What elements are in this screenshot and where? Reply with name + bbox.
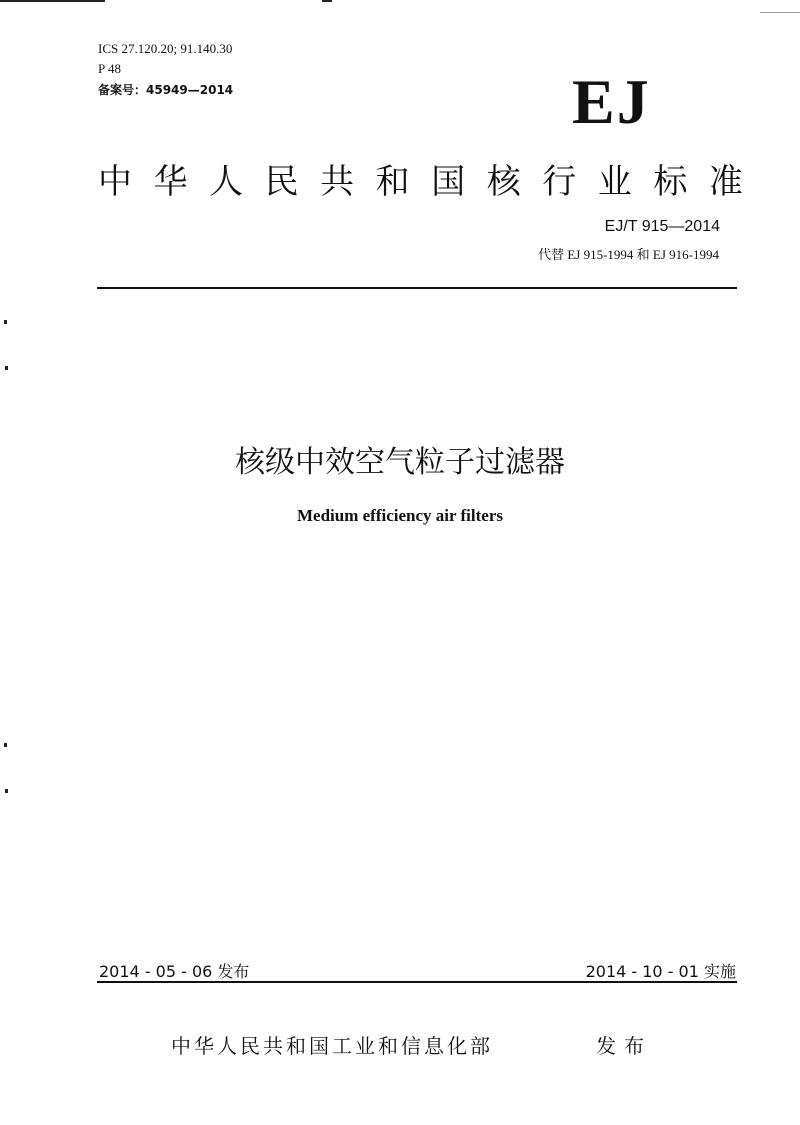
document-title-en: Medium efficiency air filters: [297, 506, 503, 525]
standard-type-char: 和: [375, 161, 410, 202]
standard-type-char: 国: [431, 161, 466, 202]
standard-type-char: 准: [708, 161, 743, 202]
scan-dot: [5, 366, 8, 370]
standard-type-char: 华: [153, 161, 188, 202]
standard-type-title: [98, 156, 743, 200]
scan-edge-mark: [0, 0, 105, 2]
standard-type-char: 民: [264, 161, 299, 202]
standard-type-char: 业: [597, 161, 632, 202]
standard-code: EJ/T 915—2014: [604, 218, 720, 235]
document-title-zh: 核级中效空气粒子过滤器: [235, 445, 565, 480]
replaces-note: 代替 EJ 915-1994 和 EJ 916-1994: [538, 247, 719, 262]
ics-code: ICS 27.120.20; 91.140.30: [98, 41, 233, 56]
standard-type-char: 行: [542, 161, 577, 202]
effective-date: 2014 - 10 - 01 实施: [585, 962, 736, 981]
issuing-authority: 中华人民共和国工业和信息化部: [171, 1034, 493, 1058]
standard-type-char: 标: [653, 161, 688, 202]
footer-divider: [97, 981, 737, 983]
issued-label: 发布: [596, 1034, 652, 1058]
record-number: 备案号：45949—2014: [98, 83, 234, 97]
standard-type-char: 中: [98, 161, 132, 202]
scan-edge-mark: [760, 12, 800, 13]
scan-edge-mark: [322, 0, 332, 2]
scan-dot: [5, 789, 8, 793]
classification-code: P 48: [98, 61, 121, 76]
standard-type-char: 共: [320, 161, 355, 202]
standard-type-char: 人: [209, 161, 244, 202]
header-divider: [97, 287, 737, 289]
publish-date: 2014 - 05 - 06 发布: [99, 962, 250, 981]
ej-logo: EJ: [572, 66, 651, 137]
standard-type-char: 核: [486, 161, 521, 202]
scan-dot: [4, 743, 7, 747]
scan-dot: [4, 320, 7, 324]
